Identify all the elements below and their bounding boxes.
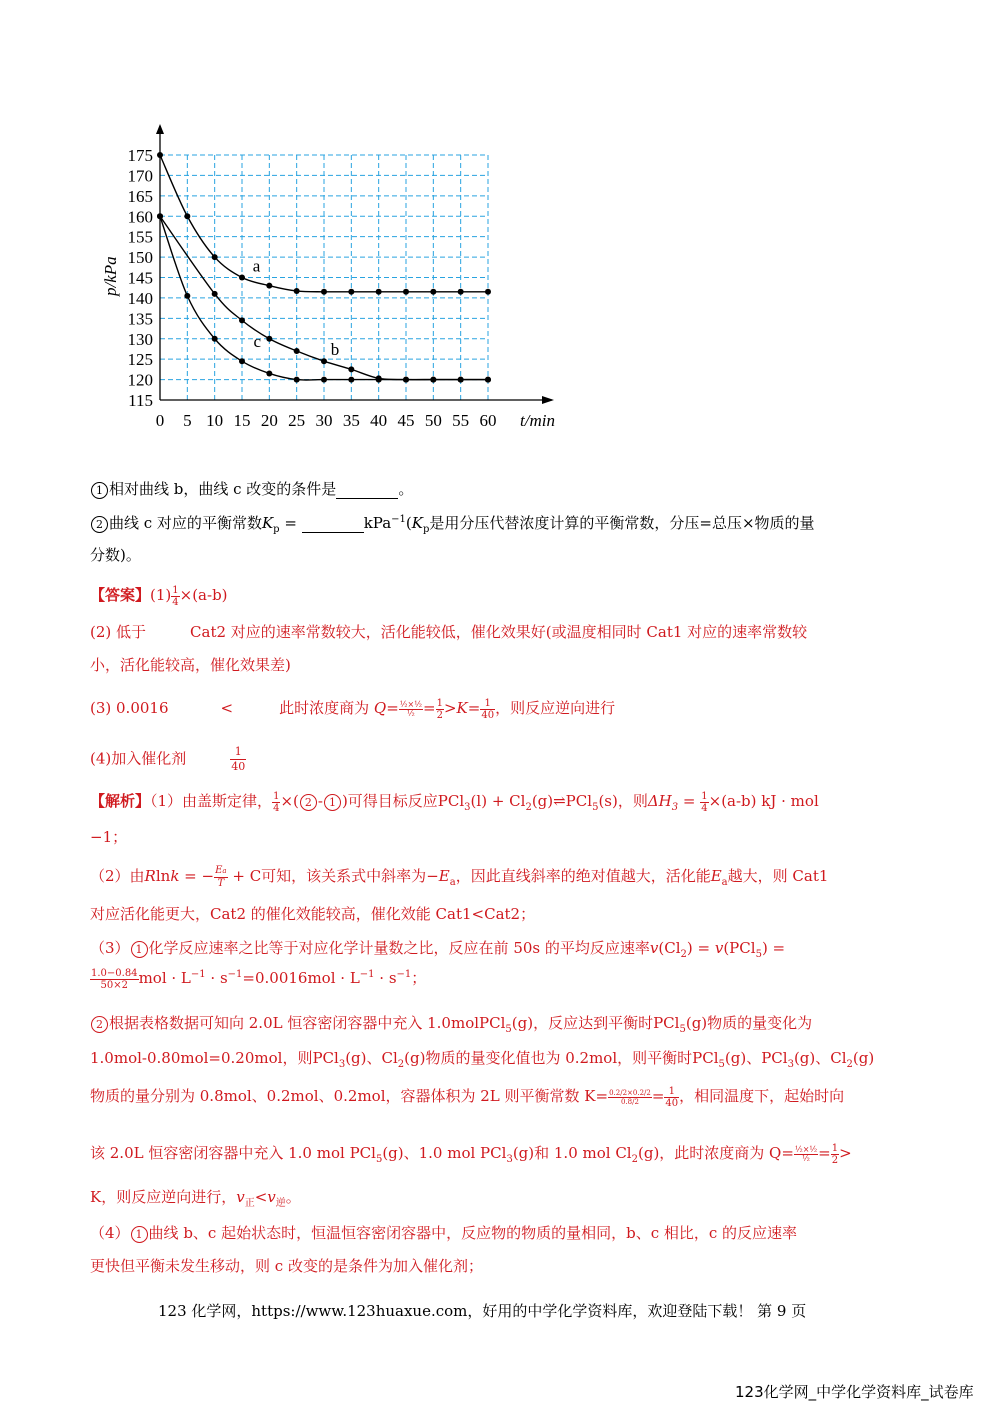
sub: a: [721, 877, 728, 888]
sub: 逆: [275, 1198, 286, 1209]
x-tick-label: 40: [370, 411, 388, 430]
text-seg: 。: [285, 1188, 301, 1206]
frac-den: 50×2: [100, 979, 129, 991]
sub: 2: [525, 802, 532, 813]
eq: =: [467, 699, 481, 717]
eq: =: [279, 514, 302, 532]
x-tick-label: 35: [342, 411, 360, 430]
paren: (: [405, 514, 412, 532]
sub: 正: [244, 1198, 255, 1209]
unit: kPa: [363, 514, 392, 532]
sub: 5: [718, 1059, 725, 1070]
frac-den: 2: [831, 1154, 839, 1166]
x-tick-label: 20: [260, 411, 278, 430]
analysis-1-text: （1）由盖斯定律，: [150, 792, 273, 810]
analysis-3: [90, 937, 785, 960]
data-point-b: [294, 348, 300, 354]
y-tick-label: 130: [127, 329, 153, 349]
text-seg: mol · L: [138, 969, 191, 987]
data-point-b: [321, 358, 327, 364]
text-seg: ，相同温度下，起始时向: [679, 1087, 845, 1105]
data-point-c: [266, 370, 272, 376]
frac-num: 1: [436, 697, 443, 709]
frac-num: 1.0−0.84: [91, 967, 138, 979]
curve-label-a: a: [252, 256, 261, 276]
frac-num: ½×½: [794, 1144, 818, 1154]
text-seg: （2）由: [90, 867, 145, 885]
frac-den: 4: [273, 802, 280, 814]
frac-den: ½: [407, 708, 415, 718]
text-seg: + C可知，该关系式中斜率为: [227, 867, 427, 885]
sup: −1: [227, 969, 243, 980]
frac-num: 0.2/2×0.2/2: [609, 1088, 651, 1097]
x-tick-label: 10: [206, 411, 224, 430]
analysis-3e: [90, 1142, 852, 1166]
frac-den: 40: [231, 760, 246, 773]
text-seg: · s: [205, 969, 228, 987]
sub: 5: [505, 1024, 512, 1035]
text-seg: (l) + Cl: [470, 792, 526, 810]
x-tick-label: 5: [183, 411, 192, 430]
text-seg: (g)、PCl: [724, 1049, 788, 1067]
fraction: [664, 1086, 679, 1109]
fraction: [90, 968, 139, 991]
answer-blank: [302, 514, 364, 533]
ea: E: [215, 865, 223, 876]
x-tick-label: 25: [288, 411, 306, 430]
circled-number: 2: [91, 1016, 108, 1033]
text-seg: (Cl: [658, 939, 681, 957]
data-point-a: [157, 152, 163, 158]
data-point-b: [239, 317, 245, 323]
x-axis-label: t/min: [520, 411, 555, 430]
frac-num: ½×½: [399, 699, 422, 709]
frac-num: 1: [273, 790, 280, 802]
data-point-b: [348, 366, 354, 372]
frac-den: T: [217, 878, 225, 889]
text-seg: (g)物质的量变化为: [685, 1014, 813, 1032]
answer-1-label: (1): [150, 586, 172, 604]
text-seg: ×(: [280, 792, 299, 810]
answer-3-tail: ，则反应逆向进行: [495, 699, 616, 717]
text-seg: )可得目标反应PCl: [341, 792, 465, 810]
text-seg: 物质的量分别为 0.8mol、0.2mol、0.2mol，容器体积为 2L 则平衡常数 K=: [90, 1087, 609, 1105]
y-tick-label: 170: [127, 166, 153, 186]
text-seg: （4）: [90, 1224, 130, 1242]
data-point-a: [485, 289, 491, 295]
eq: = −: [179, 867, 215, 885]
circled-number: 1: [131, 941, 148, 958]
k-symbol: K: [456, 699, 468, 717]
analysis-3c: [90, 1047, 874, 1070]
v-symbol: v: [236, 1188, 245, 1206]
data-point-a: [458, 289, 464, 295]
less-than: <: [220, 699, 234, 717]
text-seg: (PCl: [723, 939, 756, 957]
data-point-a: [294, 288, 300, 294]
data-point-a: [184, 213, 190, 219]
analysis-tag: 【解析】: [90, 792, 151, 810]
y-axis-arrow: [156, 124, 164, 134]
text-seg: =0.0016mol · L: [242, 969, 360, 987]
data-point-a: [266, 283, 272, 289]
y-tick-label: 145: [127, 268, 153, 288]
answer-3-label: (3) 0.0016: [90, 699, 169, 717]
text-seg: (s)，则: [598, 792, 648, 810]
data-point-a: [403, 289, 409, 295]
eq: =: [818, 1144, 831, 1162]
x-tick-label: 45: [397, 411, 415, 430]
question-2-text-rest: 是用分压代替浓度计算的平衡常数，分压=总压×物质的量: [429, 514, 815, 532]
y-tick-label: 115: [128, 391, 153, 410]
answer-2-label: (2) 低于: [90, 623, 147, 641]
text-seg: ；: [411, 969, 427, 987]
data-point-c: [376, 377, 382, 383]
v-symbol: v: [649, 939, 659, 957]
sub: 2: [680, 949, 687, 960]
eq: =: [678, 792, 701, 810]
y-tick-label: 160: [127, 207, 153, 227]
text-seg: 化学反应速率之比等于对应化学计量数之比，反应在前 50s 的平均反应速率: [148, 939, 650, 957]
text-seg: ，因此直线斜率的绝对值越大，活化能: [455, 867, 711, 885]
answer-blank: [336, 480, 398, 499]
sub: 2: [846, 1059, 853, 1070]
answer-2-text: Cat2 对应的速率常数较大，活化能较低，催化效果好(或温度相同时 Cat1 对应的速率常数较: [190, 623, 808, 641]
sub: 5: [679, 1024, 686, 1035]
fraction: [436, 698, 444, 721]
analysis-3d: [90, 1085, 844, 1109]
frac-den: 4: [172, 596, 179, 608]
frac-den: 4: [701, 802, 708, 814]
text-seg: ) =: [761, 939, 786, 957]
fraction: [700, 791, 708, 814]
data-point-c: [403, 377, 409, 383]
y-tick-label: 165: [127, 186, 153, 206]
greater-than: >: [839, 1144, 852, 1162]
data-point-b: [212, 291, 218, 297]
answer-line-3: [90, 697, 615, 721]
y-tick-label: 135: [127, 309, 153, 329]
greater-than: >: [443, 699, 457, 717]
text-seg: (g)和 1.0 mol Cl: [512, 1144, 632, 1162]
frac-den: 2: [436, 709, 443, 721]
x-tick-label: 0: [155, 411, 165, 430]
data-point-c: [485, 377, 491, 383]
frac-den: 40: [481, 709, 495, 721]
text-seg: 越大，则 Cat1: [727, 867, 829, 885]
frac-den: ½: [802, 1153, 810, 1163]
analysis-2-line2: 对应活化能更大，Cat2 的催化效能较高，催化效能 Cat1<Cat2；: [90, 905, 536, 923]
y-tick-label: 150: [127, 248, 153, 268]
data-point-c: [294, 377, 300, 383]
y-tick-label: 140: [127, 288, 153, 308]
page-footer: 123 化学网，https://www.123huaxue.com，好用的中学化学资料库，欢迎登陆下载！ 第 9 页: [158, 1302, 807, 1320]
punct: 。: [398, 480, 414, 498]
data-point-a: [430, 289, 436, 295]
v-symbol: v: [714, 939, 724, 957]
data-point-a: [321, 289, 327, 295]
kp-sub: p: [422, 524, 430, 535]
frac-num: 1: [480, 698, 495, 710]
text-seg: K，则反应逆向进行，: [90, 1188, 237, 1206]
data-point-c: [458, 377, 464, 383]
watermark: 123化学网_中学化学资料库_试卷库: [735, 1383, 974, 1401]
text-seg: 该 2.0L 恒容密闭容器中充入 1.0 mol PCl: [90, 1144, 376, 1162]
text-seg: (g)、Cl: [345, 1049, 398, 1067]
sub: 3: [464, 802, 471, 813]
frac-den: 0.8/2: [620, 1097, 639, 1106]
pressure-time-chart: [90, 118, 570, 453]
text-seg: ×(a-b) kJ · mol: [708, 792, 819, 810]
x-tick-label: 60: [479, 411, 497, 430]
fraction: [214, 865, 228, 889]
eq: =: [423, 699, 436, 717]
x-tick-label: 30: [315, 411, 333, 430]
text-seg: (g)、1.0 mol PCl: [382, 1144, 507, 1162]
analysis-1-line2: −1；: [90, 828, 128, 846]
less-than: <: [254, 1188, 268, 1206]
text-seg: -: [317, 792, 323, 810]
ln: ln: [155, 867, 171, 885]
ea: E: [710, 867, 722, 885]
circled-number: 2: [91, 516, 108, 533]
fraction: [831, 1143, 839, 1166]
sub: 3: [338, 1059, 346, 1070]
eq: =: [386, 699, 399, 717]
answer-line-2b: 小，活化能较高，催化效果差): [90, 656, 291, 674]
text-seg: 1.0mol-0.80mol=0.20mol，则PCl: [90, 1049, 339, 1067]
data-point-a: [239, 275, 245, 281]
circled-number: 2: [300, 794, 317, 811]
frac-num: 1: [831, 1142, 839, 1154]
x-axis-arrow: [542, 396, 554, 404]
text-seg: (g): [852, 1049, 875, 1067]
text-seg: ) =: [686, 939, 715, 957]
y-tick-label: 175: [127, 146, 153, 165]
y-tick-label: 125: [127, 350, 153, 370]
sub: a: [449, 877, 456, 888]
nested-fraction: [608, 1089, 652, 1106]
answer-1-text: ×(a-b): [179, 586, 228, 604]
answer-line-1: [90, 584, 228, 608]
r-symbol: R: [144, 867, 156, 885]
data-point-c: [157, 213, 163, 219]
x-tick-label: 50: [424, 411, 442, 430]
sub: 2: [631, 1154, 638, 1165]
analysis-3-line2: [90, 967, 426, 991]
answer-line-4: [90, 745, 246, 774]
question-2-line2: 分数)。: [90, 546, 141, 564]
text-seg: 曲线 b、c 起始状态时，恒温恒容密闭容器中，反应物的物质的量相同，b、c 相比，c 的反应速率: [148, 1224, 798, 1242]
sup: −1: [359, 969, 375, 980]
frac-den: 40: [665, 1097, 679, 1109]
sub: 3: [671, 802, 679, 813]
text-seg: (g)物质的量变化值也为 0.2mol，则平衡时PCl: [404, 1049, 719, 1067]
fraction: [480, 698, 495, 721]
sub: 3: [506, 1154, 513, 1165]
y-tick-label: 155: [127, 227, 153, 247]
analysis-1: [90, 790, 819, 814]
frac-num: 1: [172, 584, 179, 596]
answer-tag: 【答案】: [90, 586, 151, 604]
sub: 2: [397, 1059, 405, 1070]
q-symbol: Q: [373, 699, 387, 717]
sub: 5: [755, 949, 762, 960]
text-seg: 根据表格数据可知向 2.0L 恒容密闭容器中充入 1.0molPCl: [109, 1014, 506, 1032]
nested-fraction: [399, 701, 423, 718]
question-1: [90, 478, 413, 499]
v-symbol: v: [267, 1188, 276, 1206]
neg-ea: −E: [426, 867, 450, 885]
text-seg: (g)，反应达到平衡时PCl: [511, 1014, 680, 1032]
question-2-text: 曲线 c 对应的平衡常数: [109, 514, 262, 532]
kp-sub: p: [273, 524, 280, 535]
x-tick-label: 15: [233, 411, 251, 430]
k-symbol: k: [170, 867, 180, 885]
analysis-4-line2: 更快但平衡未发生移动，则 c 改变的是条件为加入催化剂；: [90, 1257, 483, 1275]
data-point-c: [212, 336, 218, 342]
kp-symbol: K: [261, 514, 274, 532]
fraction: [230, 745, 246, 774]
analysis-2: [90, 865, 828, 889]
y-axis-label: p/kPa: [101, 256, 120, 296]
sup: −1: [190, 969, 206, 980]
sub: 5: [375, 1154, 383, 1165]
answer-4-text: (4)加入催化剂: [90, 749, 187, 768]
sub: 5: [592, 802, 599, 813]
circled-number: 1: [324, 794, 341, 811]
nested-fraction: [794, 1146, 818, 1163]
data-point-c: [239, 358, 245, 364]
question-2: [90, 512, 815, 535]
kp-symbol: K: [411, 514, 423, 532]
data-point-b: [266, 336, 272, 342]
analysis-3b: [90, 1012, 812, 1035]
curve-label-c: c: [253, 332, 262, 352]
question-1-text: 相对曲线 b，曲线 c 改变的条件是: [109, 480, 337, 498]
analysis-4: [90, 1222, 797, 1243]
text-seg: · s: [374, 969, 397, 987]
delta-h: ΔH: [647, 792, 672, 810]
data-point-c: [348, 377, 354, 383]
frac-num: 1: [664, 1086, 679, 1098]
answer-line-2: [90, 621, 807, 642]
frac-num: 1: [701, 790, 708, 802]
data-point-a: [348, 289, 354, 295]
data-point-c: [184, 293, 190, 299]
data-point-c: [321, 377, 327, 383]
x-tick-label: 55: [452, 411, 470, 430]
frac-num: 1: [230, 745, 246, 760]
text-seg: (g)、Cl: [793, 1049, 847, 1067]
text-seg: （3）: [90, 939, 130, 957]
sub: 3: [787, 1059, 794, 1070]
y-tick-label: 120: [127, 370, 153, 390]
eq: =: [651, 1087, 665, 1105]
circled-number: 1: [91, 482, 108, 499]
data-point-c: [430, 377, 436, 383]
sub: a: [222, 867, 227, 875]
fraction: [171, 585, 179, 608]
sup: −1: [396, 969, 412, 980]
data-point-a: [376, 289, 382, 295]
curve-label-b: b: [330, 340, 340, 360]
frac-num: [214, 865, 228, 878]
unit-sup: −1: [391, 514, 406, 525]
data-point-a: [212, 254, 218, 260]
text-seg: (g)⇌PCl: [531, 792, 593, 810]
text-seg: (g)，此时浓度商为 Q=: [637, 1144, 794, 1162]
analysis-3f: [90, 1186, 301, 1209]
circled-number: 1: [131, 1226, 148, 1243]
answer-3-text: 此时浓度商为: [279, 699, 370, 717]
